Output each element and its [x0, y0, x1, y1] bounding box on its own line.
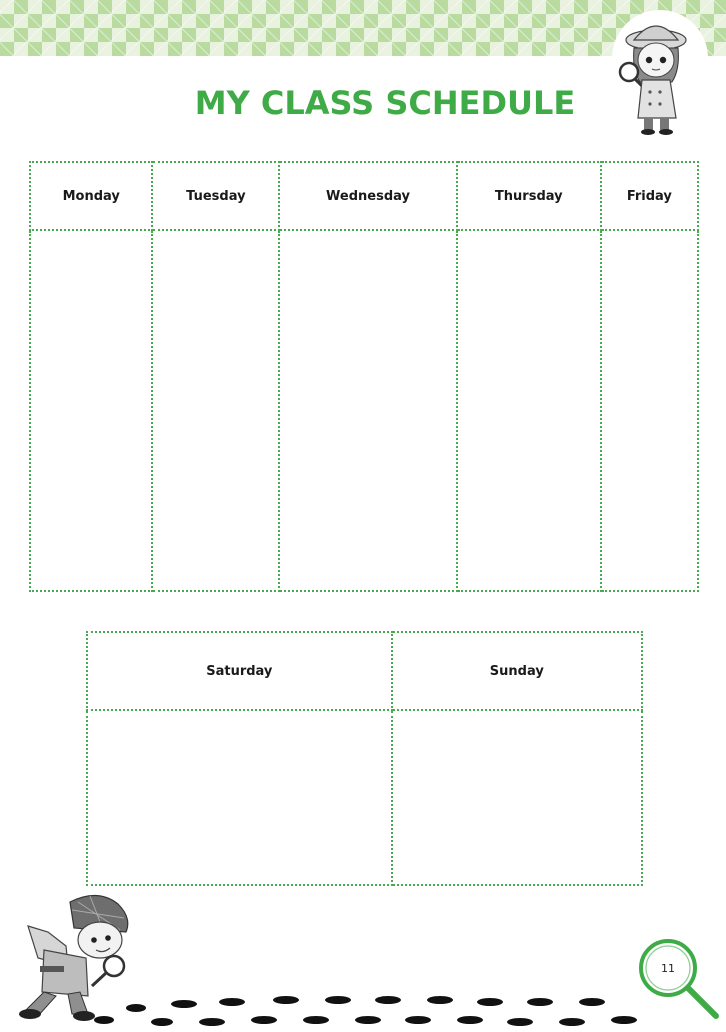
day-header-monday: Monday — [30, 162, 152, 230]
day-header-thursday: Thursday — [457, 162, 601, 230]
weekend-schedule-table — [86, 631, 643, 886]
day-cell-friday — [601, 230, 698, 591]
day-header-friday: Friday — [601, 162, 698, 230]
day-cell-thursday — [457, 230, 601, 591]
weekday-header-row — [30, 162, 698, 230]
weekday-schedule-table — [29, 161, 699, 592]
day-header-wednesday: Wednesday — [279, 162, 457, 230]
day-cell-wednesday — [279, 230, 457, 591]
weekend-body-row — [87, 710, 642, 885]
day-cell-sunday — [392, 710, 642, 885]
day-header-tuesday: Tuesday — [152, 162, 279, 230]
page-title: MY CLASS SCHEDULE — [194, 84, 576, 122]
day-header-saturday: Saturday — [87, 632, 392, 710]
day-cell-tuesday — [152, 230, 279, 591]
day-cell-saturday — [87, 710, 392, 885]
page-number: 11 — [661, 961, 675, 975]
day-header-sunday: Sunday — [392, 632, 642, 710]
footprints-icon — [84, 990, 644, 1030]
weekday-body-row — [30, 230, 698, 591]
detective-girl-icon — [604, 10, 716, 138]
day-cell-monday — [30, 230, 152, 591]
weekend-header-row — [87, 632, 642, 710]
